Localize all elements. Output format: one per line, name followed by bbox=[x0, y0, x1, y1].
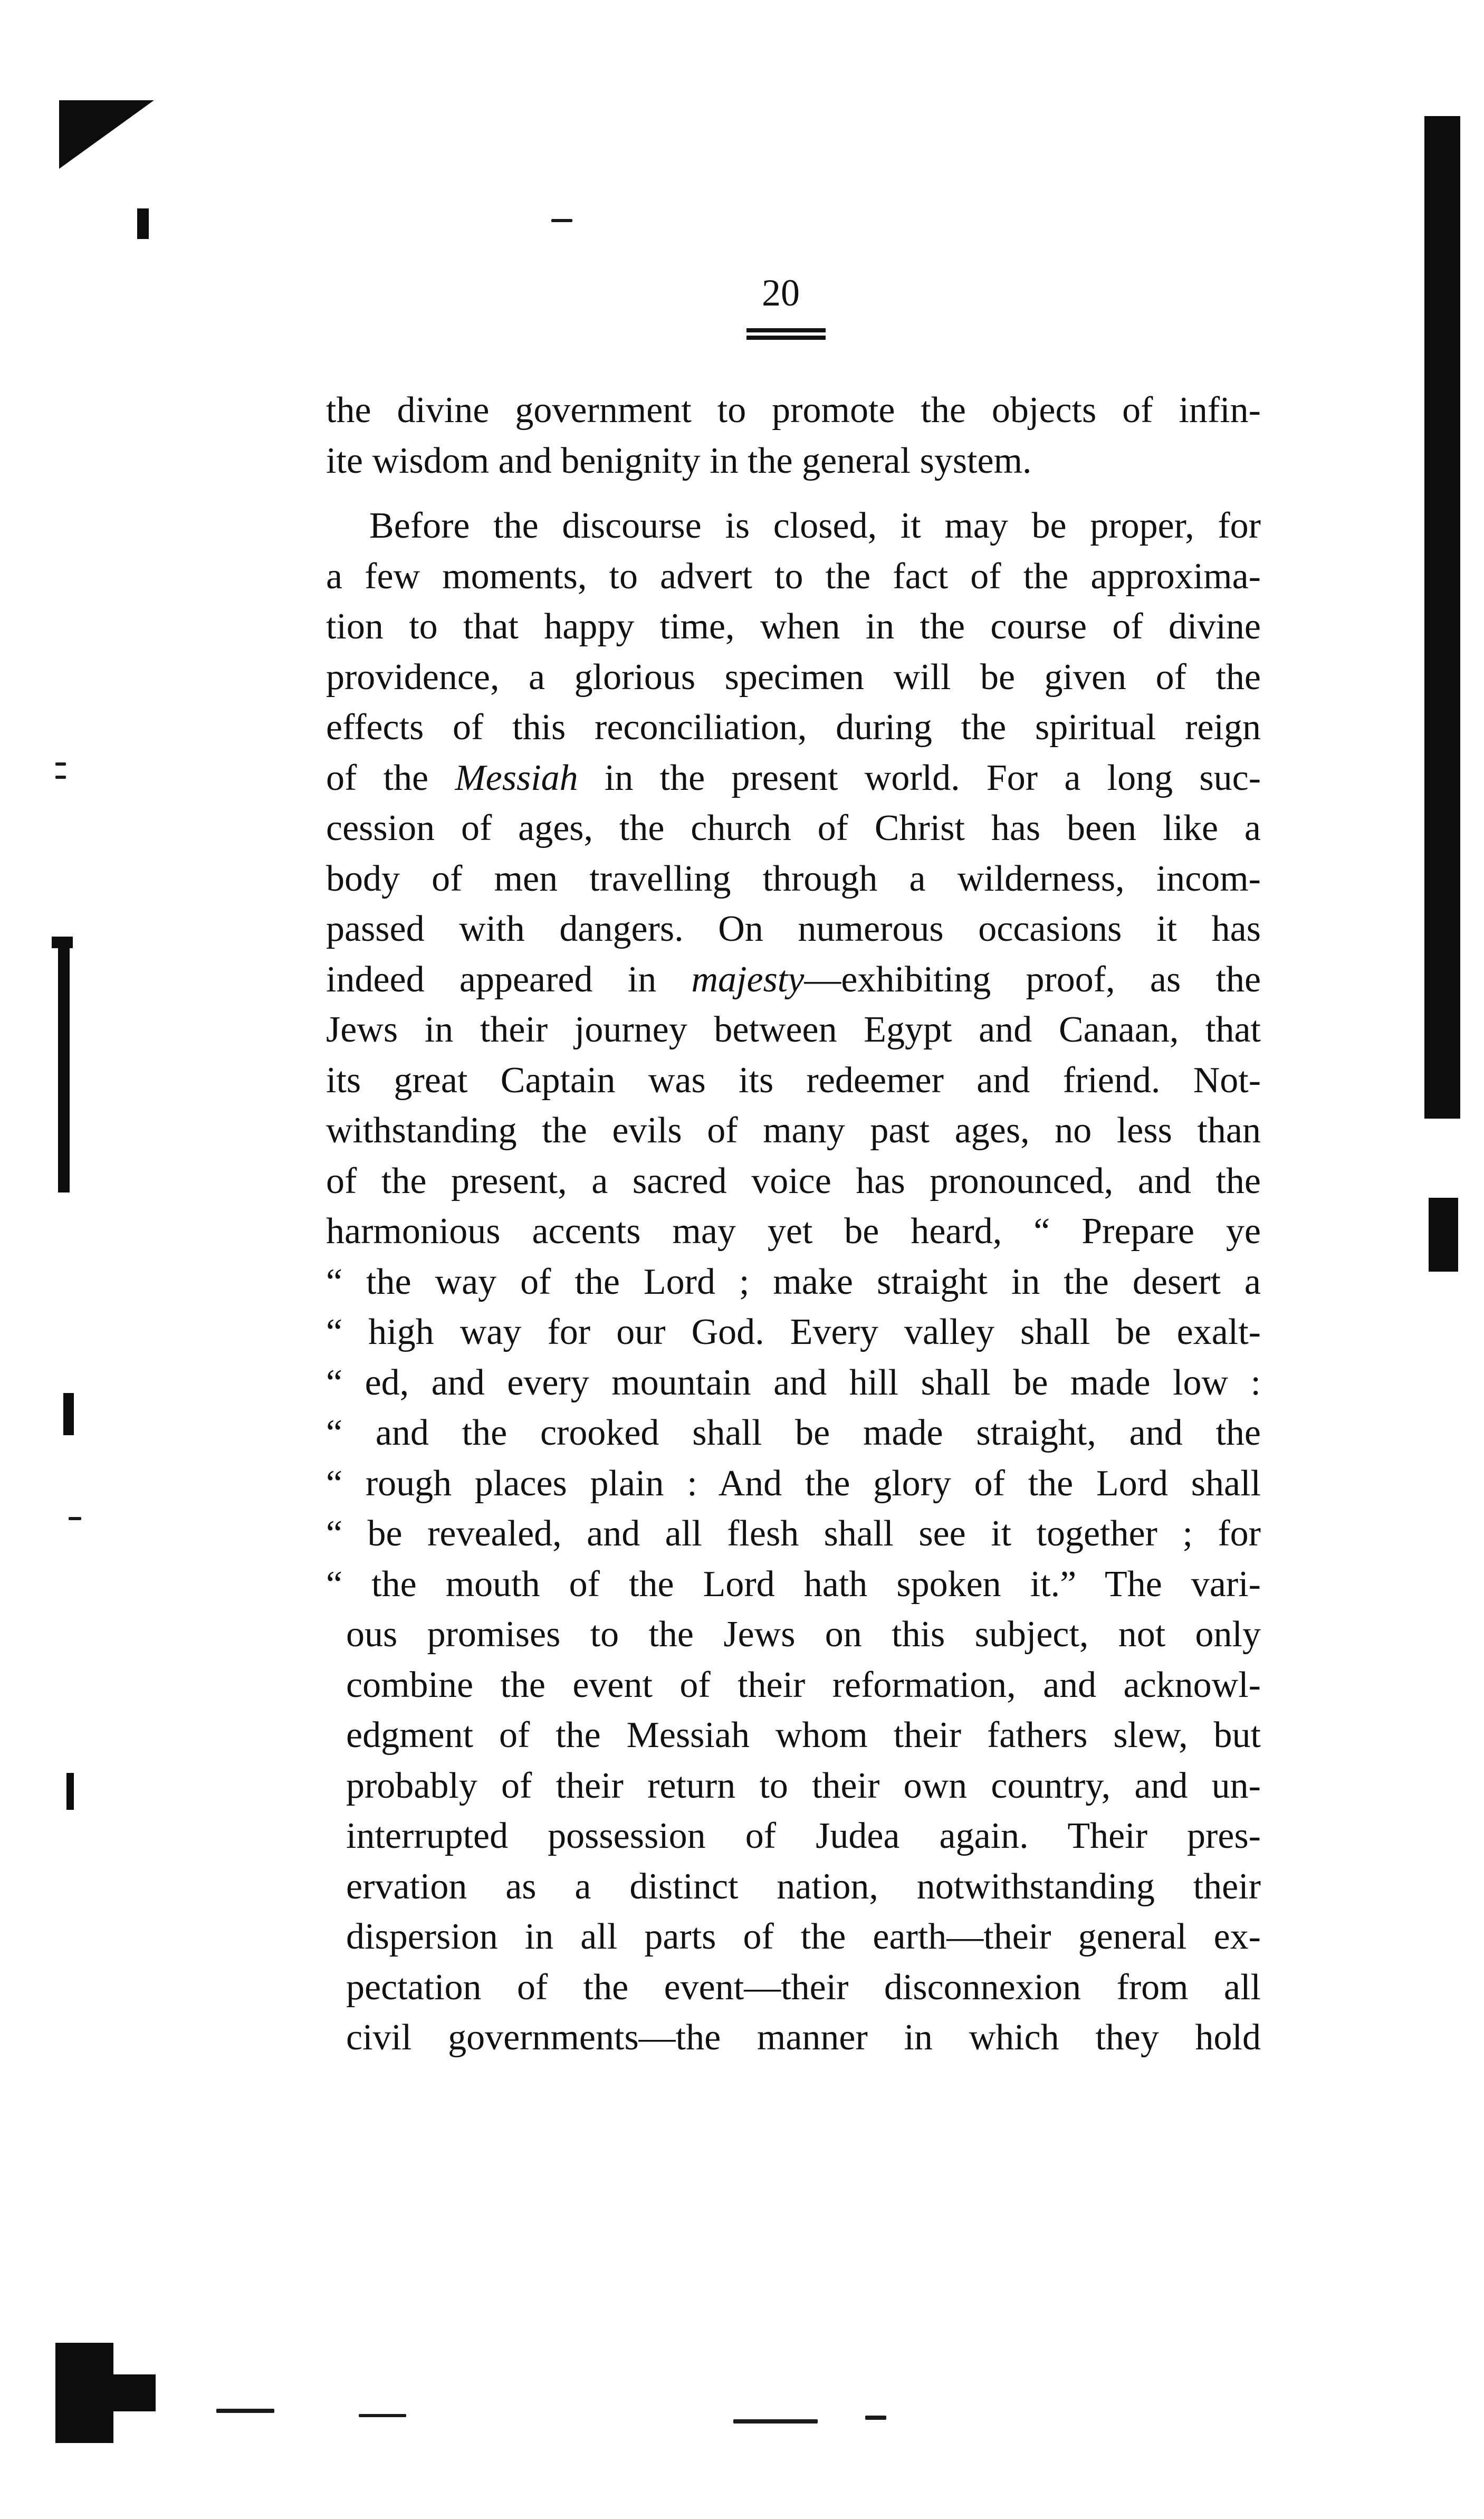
text-line: civil governments—the manner in which they hold bbox=[346, 2017, 1261, 2058]
text-line: “ and the crooked shall be made straight, and the bbox=[326, 1413, 1261, 1453]
scan-speck bbox=[55, 776, 66, 779]
text-line: ervation as a distinct nation, notwithstanding their bbox=[346, 1866, 1261, 1907]
text-line: withstanding the evils of many past ages, no less than bbox=[326, 1110, 1261, 1151]
text-line: indeed appeared in majesty—exhibiting proof, as the bbox=[326, 959, 1261, 1000]
text-line: Jews in their journey between Egypt and Canaan, that bbox=[326, 1009, 1261, 1050]
text-line: ite wisdom and benignity in the general system. bbox=[326, 440, 1032, 481]
text-line: dispersion in all parts of the earth—their general ex- bbox=[346, 1916, 1261, 1957]
text-line: “ ed, and every mountain and hill shall be made low : bbox=[326, 1362, 1261, 1403]
scan-left-edge-bar bbox=[58, 944, 70, 1192]
text-line: of the Messiah in the present world. For a long suc- bbox=[326, 757, 1261, 798]
scan-corner-mark bbox=[59, 100, 154, 169]
text-line: probably of their return to their own country, and un- bbox=[346, 1765, 1261, 1806]
text-line: combine the event of their reformation, and acknowl- bbox=[346, 1664, 1261, 1705]
text-line: passed with dangers. On numerous occasions it has bbox=[326, 909, 1261, 949]
text-line: of the present, a sacred voice has pronounced, and the bbox=[326, 1160, 1261, 1201]
text-line: pectation of the event—their disconnexion from all bbox=[346, 1967, 1261, 2008]
scan-speck bbox=[359, 2414, 406, 2417]
text-line: “ high way for our God. Every valley shall be exalt- bbox=[326, 1312, 1261, 1352]
page-number-rule bbox=[746, 328, 826, 332]
scan-left-edge-bar bbox=[52, 937, 73, 948]
scan-speck bbox=[551, 219, 572, 222]
text-line: “ the mouth of the Lord hath spoken it.” The vari- bbox=[326, 1563, 1261, 1605]
text-line: “ the way of the Lord ; make straight in the desert a bbox=[326, 1261, 1261, 1302]
text-line: ous promises to the Jews on this subject, not only bbox=[346, 1614, 1261, 1655]
scan-left-edge-mark bbox=[66, 1773, 74, 1810]
text-line: Before the discourse is closed, it may be proper, for bbox=[369, 505, 1261, 546]
scan-right-edge-bar bbox=[1424, 116, 1460, 1119]
text-line: edgment of the Messiah whom their fathers slew, but bbox=[346, 1715, 1261, 1755]
scan-speck bbox=[865, 2416, 886, 2420]
text-line: “ rough places plain : And the glory of the Lord shall bbox=[326, 1463, 1261, 1504]
text-line: a few moments, to advert to the fact of the approxima- bbox=[326, 556, 1261, 597]
scan-bottom-corner-mark bbox=[55, 2343, 113, 2443]
text-line: the divine government to promote the objects of infin- bbox=[326, 390, 1261, 431]
scan-bottom-corner-mark bbox=[113, 2374, 156, 2411]
body-text bbox=[326, 385, 1261, 2063]
text-line: interrupted possession of Judea again. Their pres- bbox=[346, 1816, 1261, 1856]
text-line: providence, a glorious specimen will be given of the bbox=[326, 656, 1261, 698]
scan-speck bbox=[137, 208, 149, 239]
italic-word: Messiah bbox=[455, 757, 578, 798]
page-number: 20 bbox=[762, 272, 800, 314]
text-line: cession of ages, the church of Christ has been like a bbox=[326, 808, 1261, 848]
scan-left-edge-mark bbox=[63, 1393, 74, 1435]
text-line: tion to that happy time, when in the course of divine bbox=[326, 606, 1261, 647]
text-line: “ be revealed, and all flesh shall see it together ; for bbox=[326, 1513, 1261, 1554]
scan-speck bbox=[733, 2419, 818, 2423]
text-line: effects of this reconciliation, during the spiritual reign bbox=[326, 707, 1261, 748]
page-number-rule bbox=[746, 336, 826, 340]
scan-right-edge-bar bbox=[1429, 1198, 1458, 1272]
text-line: its great Captain was its redeemer and friend. Not- bbox=[326, 1060, 1261, 1101]
text-line: body of men travelling through a wilderness, incom- bbox=[326, 858, 1261, 899]
scan-speck bbox=[216, 2409, 274, 2413]
text-line: harmonious accents may yet be heard, “ Prepare ye bbox=[326, 1211, 1261, 1252]
scan-speck bbox=[55, 762, 66, 766]
italic-word: majesty bbox=[691, 959, 805, 1000]
scan-speck bbox=[69, 1517, 81, 1520]
